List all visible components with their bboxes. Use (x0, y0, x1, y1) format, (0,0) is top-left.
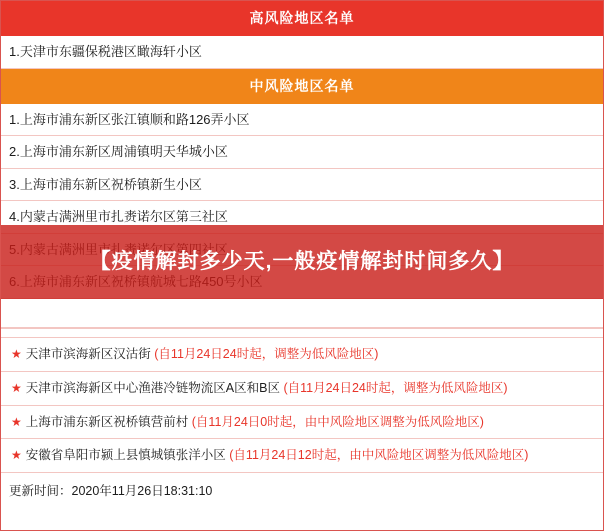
adjustment-place: 天津市滨海新区汉沽街 (25, 346, 151, 361)
adjustment-note: (自11月24日24时起，调整为低风险地区) (283, 380, 508, 395)
adjustment-note: (自11月24日24时起，调整为低风险地区) (154, 346, 379, 361)
adjustment-place: 安徽省阜阳市颍上县慎城镇张洋小区 (25, 448, 226, 463)
star-icon: ★ (11, 346, 22, 361)
section-divider (1, 328, 603, 338)
high-risk-title: 高风险地区名单 (1, 1, 603, 36)
update-time: 更新时间：2020年11月26日18:31:10 (9, 484, 213, 499)
mid-risk-title: 中风险地区名单 (1, 69, 603, 104)
list-item: 1.上海市浦东新区张江镇顺和路126弄小区 (1, 104, 603, 137)
adjustment-item (1, 338, 603, 372)
list-item: 2.上海市浦东新区周浦镇明天华城小区 (1, 136, 603, 169)
spacer-row (1, 299, 603, 328)
adjustment-item (1, 406, 603, 440)
list-item: 1.天津市东疆保税港区瞰海轩小区 (1, 36, 603, 69)
adjustment-item (1, 439, 603, 473)
adjustment-note: (自11月24日12时起，由中风险地区调整为低风险地区) (229, 448, 529, 463)
star-icon: ★ (11, 414, 22, 429)
star-icon: ★ (11, 380, 22, 395)
list-item: 3.上海市浦东新区祝桥镇新生小区 (1, 169, 603, 202)
list-item: 4.内蒙古满洲里市扎赉诺尔区第三社区 (1, 201, 603, 234)
overlay-title: 【疫情解封多少天,一般疫情解封时间多久】 (1, 225, 603, 299)
adjustment-item (1, 372, 603, 406)
adjustment-place: 上海市浦东新区祝桥镇营前村 (25, 414, 189, 429)
adjustment-note: (自11月24日0时起，由中风险地区调整为低风险地区) (191, 414, 484, 429)
star-icon: ★ (11, 448, 22, 463)
adjustment-place: 天津市滨海新区中心渔港冷链物流区A区和B区 (25, 380, 280, 395)
